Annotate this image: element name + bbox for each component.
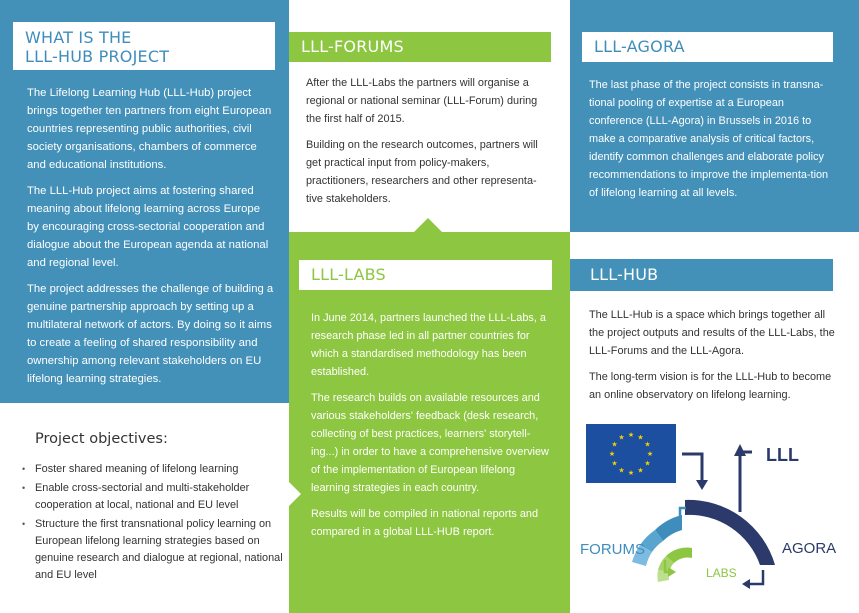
what-is-body — [27, 84, 275, 396]
what-is-paragraph: The Lifelong Learning Hub (LLL-Hub) project brings together ten partners from eight European countries representing public authorities, civil society organisations, chambers of commerce and educational institutions. — [27, 87, 272, 171]
labs-panel — [289, 232, 570, 613]
objectives-heading: Project objectives: — [35, 431, 168, 447]
eu-star-icon: ★ — [644, 441, 651, 449]
labs-body — [311, 309, 554, 549]
agora-label: AGORA — [782, 540, 837, 557]
eu-star-icon: ★ — [608, 451, 616, 458]
forums-title: LLL-FORUMS — [289, 32, 551, 62]
lll-arrow-head-icon — [734, 444, 746, 456]
eu-star-icon: ★ — [637, 467, 644, 475]
eu-star-icon: ★ — [637, 434, 644, 442]
what-is-title-line1: WHAT IS THE — [25, 28, 132, 47]
labs-return-arrow-head-icon — [668, 567, 676, 577]
eu-star-icon: ★ — [627, 432, 635, 439]
what-is-title — [13, 22, 275, 70]
agora-arc — [685, 500, 775, 565]
agora-return-arrow-icon — [748, 570, 763, 584]
eu-star-icon: ★ — [611, 460, 618, 468]
what-is-title-line2: LLL-HUB PROJECT — [25, 47, 170, 66]
eu-star-icon: ★ — [644, 460, 651, 468]
what-is-paragraph: The LLL-Hub project aims at fostering shared meaning about lifelong learning across Europe by encouraging cross-sectorial cooperation and dialogue about the European agenda at national and regional level. — [27, 185, 269, 269]
labs-arc — [657, 548, 692, 582]
agora-panel — [570, 0, 859, 232]
lll-label: LLL — [766, 445, 799, 465]
labs-pointer-up — [414, 218, 442, 232]
forums-paragraph: After the LLL-Labs the partners will organise a regional or national seminar (LLL-Forum) during the first half of 2015. — [306, 77, 538, 125]
objective-item: • Structure the first transnational policy learning on European lifelong learning strategies based on genuine research and dialogue at regional, national and EU level — [22, 516, 284, 584]
objective-item: • Foster shared meaning of lifelong learning — [22, 461, 284, 478]
objective-item: • Enable cross-sectorial and multi-stakeholder cooperation at local, national and EU level — [22, 480, 284, 514]
agora-return-arrow-head-icon — [742, 579, 750, 589]
flag-arrow-head-icon — [696, 480, 708, 490]
hub-paragraph: The long-term vision is for the LLL-Hub to become an online observatory on lifelong learning. — [589, 371, 832, 401]
eu-star-icon: ★ — [646, 451, 654, 458]
agora-body — [589, 76, 839, 210]
hub-body — [589, 306, 839, 412]
hub-diagram — [570, 420, 859, 613]
eu-star-icon: ★ — [611, 441, 618, 449]
agora-title: LLL-AGORA — [582, 32, 833, 62]
hub-title: LLL-HUB — [570, 259, 833, 291]
forums-paragraph: Building on the research outcomes, partners will get practical input from policy-makers, practitioners, researchers and other representa-tive stakeholders. — [306, 139, 538, 205]
objectives-list — [22, 461, 284, 586]
what-is-panel — [0, 0, 289, 403]
eu-star-icon: ★ — [618, 467, 625, 475]
lll-arrow-icon — [740, 452, 752, 512]
labs-paragraph: In June 2014, partners launched the LLL-Labs, a research phase led in all partner countries for which a standardised methodology has been established. — [311, 312, 546, 378]
labs-paragraph: The research builds on available resources and various stakeholders' feedback (desk research, collecting of best practices, learners' storytell-ing...) in order to have a comprehensive overview of the implementation of European lifelong learning strategies in each country. — [311, 392, 549, 494]
forums-body — [306, 74, 551, 216]
forums-panel — [289, 0, 570, 232]
agora-arc-ring — [770, 565, 775, 590]
hub-paragraph: The LLL-Hub is a space which brings together all the project outputs and results of the LLL-Labs, the LLL-Forums and the LLL-Agora. — [589, 309, 835, 357]
objectives-panel — [0, 403, 289, 613]
flag-arrow-icon — [682, 454, 702, 482]
forums-label: FORUMS — [580, 541, 645, 558]
labs-label: LABS — [706, 566, 737, 580]
eu-flag-icon — [586, 424, 676, 483]
labs-title: LLL-LABS — [299, 260, 552, 290]
labs-notch — [289, 482, 301, 506]
eu-star-icon: ★ — [627, 470, 635, 477]
labs-paragraph: Results will be compiled in national reports and compared in a global LLL-HUB report. — [311, 508, 539, 538]
what-is-paragraph: The project addresses the challenge of building a genuine partnership approach by setting up a multilateral network of actors. By doing so it aims to create a feeling of shared responsibility and ownership among relevant stakeholders on EU lifelong learning strategies. — [27, 283, 274, 385]
agora-paragraph: The last phase of the project consists in transna-tional pooling of expertise at a European conference (LLL-Agora) in Brussels in 2016 to make a comparative analysis of critical factors, identify common challenges and elaborate policy recommendations to improve the implementa-tion of lifelong learning at all levels. — [589, 79, 829, 199]
eu-star-icon: ★ — [618, 434, 625, 442]
